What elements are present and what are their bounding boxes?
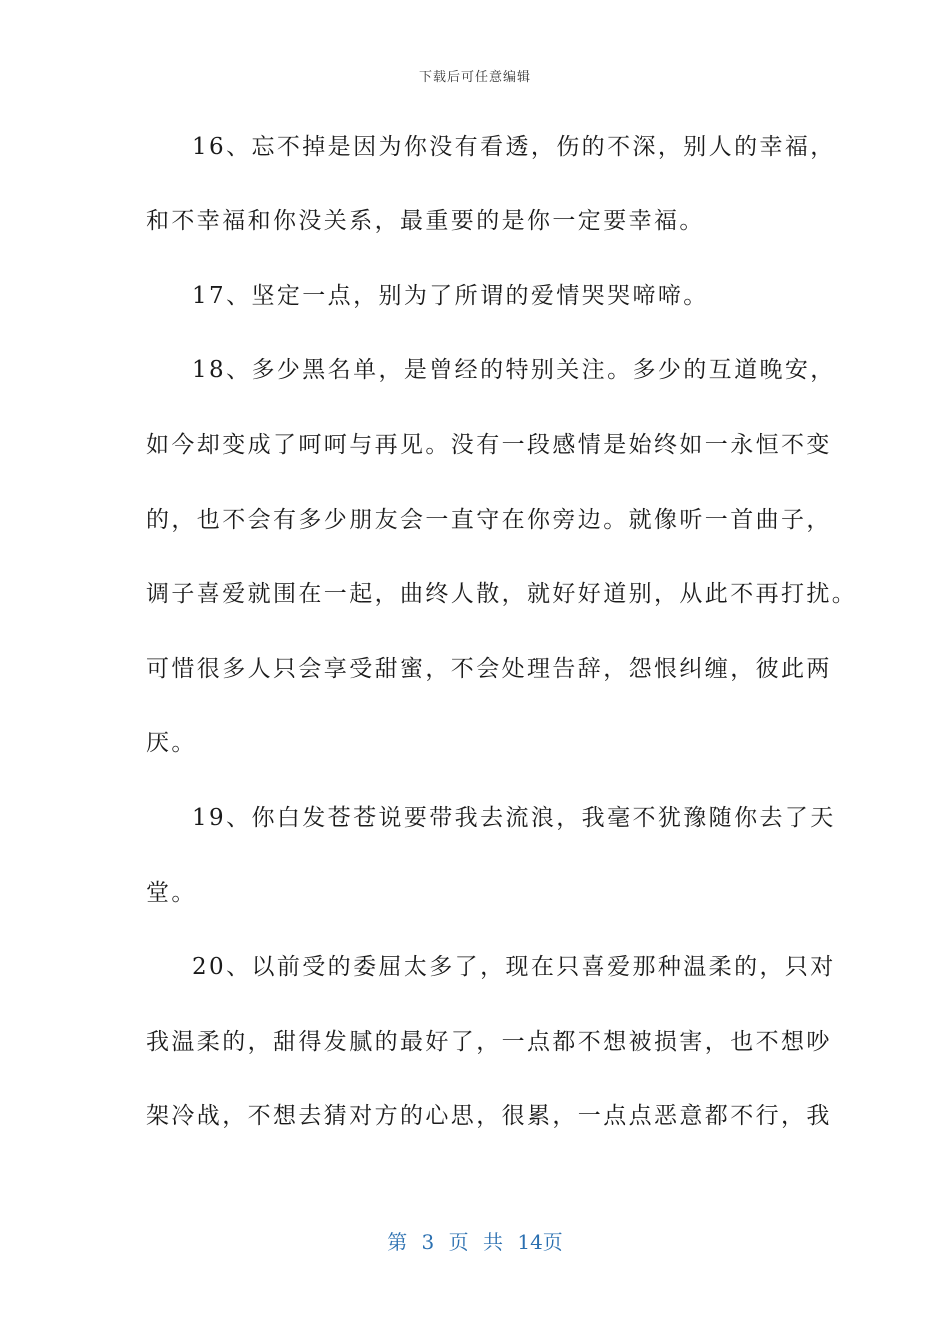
text-line: 17、坚定一点，别为了所谓的爱情哭哭啼啼。: [192, 283, 709, 309]
text-line: 如今却变成了呵呵与再见。没有一段感情是始终如一永恒不变: [146, 432, 832, 458]
text-line: 的，也不会有多少朋友会一直守在你旁边。就像听一首曲子，: [146, 507, 832, 533]
text-line: 我温柔的，甜得发腻的最好了，一点都不想被损害，也不想吵: [146, 1029, 832, 1055]
page-header: 下载后可任意编辑: [418, 70, 531, 85]
text-line: 可惜很多人只会享受甜蜜，不会处理告辞，怨恨纠缠，彼此两: [146, 656, 832, 682]
text-line: 调子喜爱就围在一起，曲终人散，就好好道别，从此不再打扰。: [146, 581, 858, 607]
page-footer: 第 3 页 共 14页: [387, 1230, 563, 1254]
text-line: 19、你白发苍苍说要带我去流浪，我毫不犹豫随你去了天: [192, 805, 836, 831]
text-line: 16、忘不掉是因为你没有看透，伤的不深，别人的幸福，: [192, 134, 836, 160]
text-line: 20、以前受的委屈太多了，现在只喜爱那种温柔的，只对: [192, 954, 836, 980]
text-line: 堂。: [146, 880, 197, 906]
text-line: 和不幸福和你没关系，最重要的是你一定要幸福。: [146, 208, 705, 234]
text-line: 厌。: [146, 730, 197, 756]
text-line: 18、多少黑名单，是曾经的特别关注。多少的互道晚安，: [192, 357, 836, 383]
text-line: 架冷战，不想去猜对方的心思，很累，一点点恶意都不行，我: [146, 1103, 832, 1129]
